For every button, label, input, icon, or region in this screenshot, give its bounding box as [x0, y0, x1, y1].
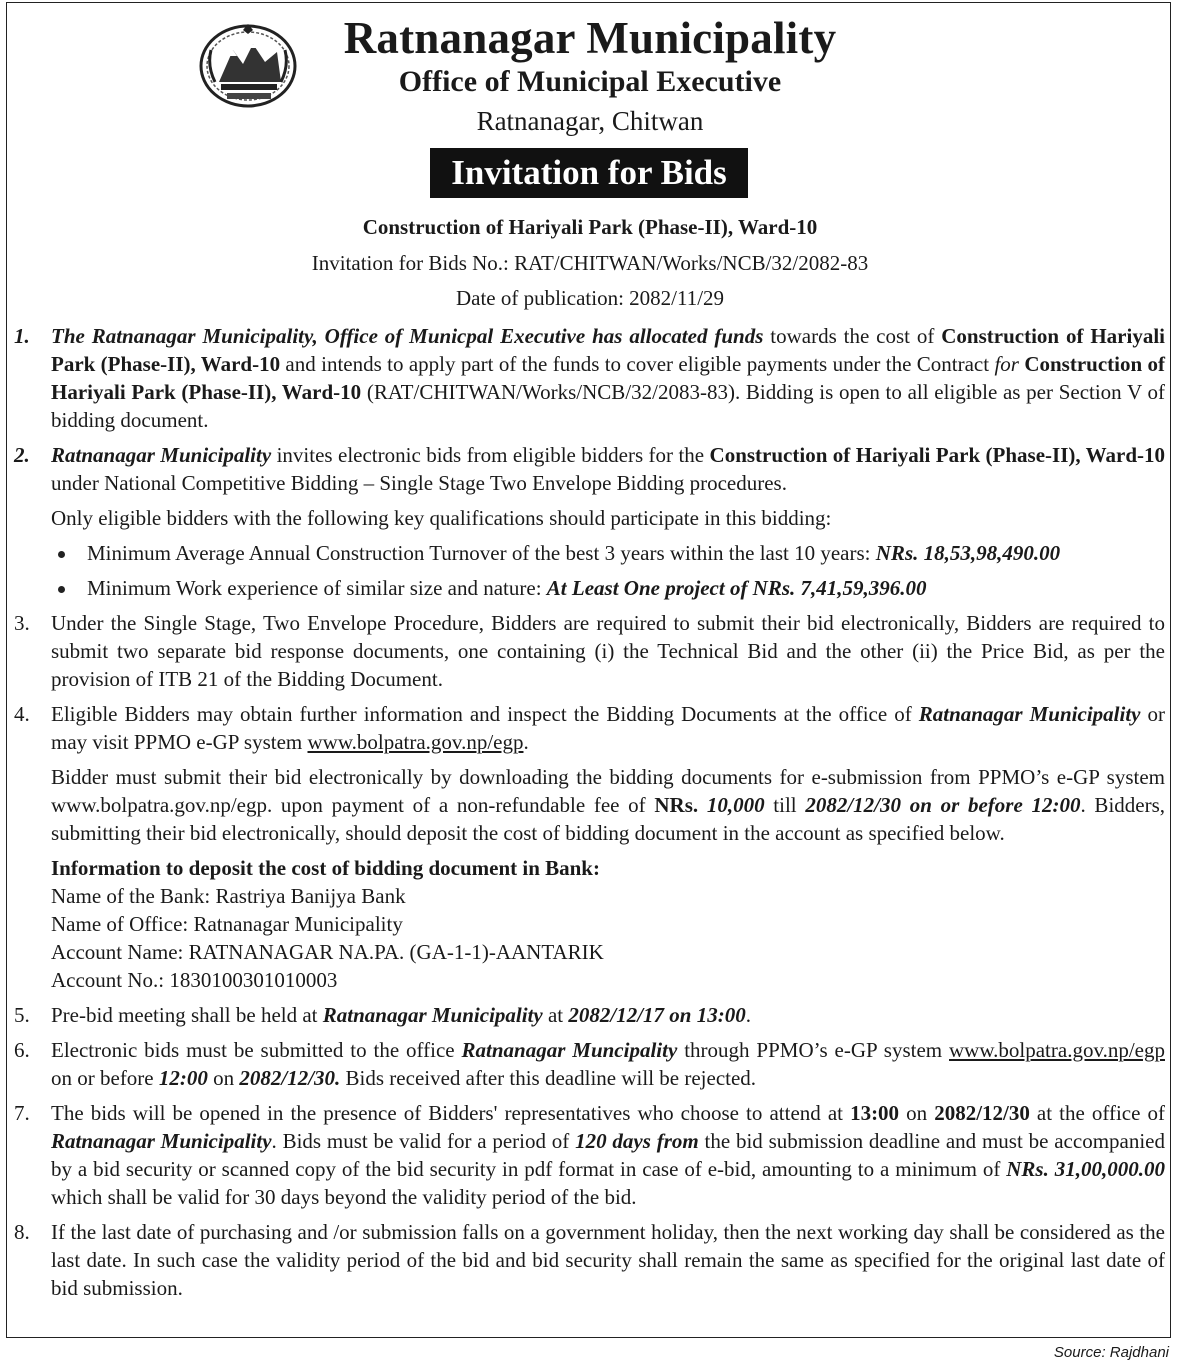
bank-heading: Information to deposit the cost of bidding document in Bank: [51, 856, 600, 880]
clause-text: Under the Single Stage, Two Envelope Procedure, Bidders are required to submit their bid electronically, Bidders are required to submit two separate bid response documents, one containing (i) the Technical Bid and the other (ii) the Price Bid, as per the provision of ITB 21 of the Bidding Document. [51, 611, 1165, 691]
source-credit: Source: Rajdhani [1053, 1344, 1169, 1361]
bullet-icon [58, 551, 65, 558]
office-name-line: Name of Office: Ratnanagar Municipality [51, 912, 403, 936]
clause-text: Eligible Bidders may obtain further information and inspect the Bidding Documents at the office of Ratnanagar Municipality or may visit PPMO e-GP system www.bolpatra.gov.np/egp. [51, 702, 1165, 754]
clause-number: 8. [14, 1220, 30, 1244]
clause-number: 7. [14, 1101, 30, 1125]
account-name: Account Name: RATNANAGAR NA.PA. (GA-1-1)-AANTARIK [51, 940, 604, 964]
bank-name: Name of the Bank: Rastriya Banijya Bank [51, 884, 406, 908]
clause-text: If the last date of purchasing and /or submission falls on a government holiday, then the next working day shall be considered as the last date. In such case the validity period of the bid and bid security shall remain the same as specified for the original last date of bid submission. [51, 1220, 1165, 1300]
account-number: Account No.: 1830100301010003 [51, 968, 338, 992]
clause-number: 4. [14, 702, 30, 726]
submission-paragraph: Bidder must submit their bid electronically by downloading the bidding documents for e-submission from PPMO’s e-GP system www.bolpatra.gov.np/egp. upon payment of a non-refundable fee of NRs. 10,000 till 2082/12/30 on or before 12:00. Bidders, submitting their bid electronically, should deposit the cost of bidding document in the account as specified below. [51, 765, 1166, 845]
clause-4 [14, 700, 1165, 756]
clause-text: Pre-bid meeting shall be held at Ratnanagar Municipality at 2082/12/17 on 13:00. [51, 1003, 751, 1027]
notice-body [14, 322, 1165, 1309]
notice-banner: Invitation for Bids [430, 148, 748, 198]
ifb-number: Invitation for Bids No.: RAT/CHITWAN/Works/NCB/32/2082-83 [311, 251, 869, 275]
clause-8 [14, 1218, 1165, 1302]
clause-number: 5. [14, 1003, 30, 1027]
clause-5 [14, 1001, 1165, 1029]
nepal-emblem-icon [197, 20, 299, 110]
clause-text: The bids will be opened in the presence of Bidders' representatives who choose to attend at 13:00 on 2082/12/30 at the office of Ratnanagar Municipality. Bids must be valid for a period of 120 days from the bid submission deadline and must be accompanied by a bid security or scanned copy of the bid security in pdf format in case of e-bid, amounting to a minimum of NRs. 31,00,000.00 which shall be valid for 30 days beyond the validity period of the bid. [51, 1101, 1166, 1209]
clause-text: Ratnanagar Municipality invites electronic bids from eligible bidders for the Construction of Hariyali Park (Phase-II), Ward-10 under National Competitive Bidding – Single Stage Two Envelope Bidding procedures. [51, 443, 1166, 495]
clause-1 [14, 322, 1165, 434]
project-title: Construction of Hariyali Park (Phase-II), Ward-10 [362, 215, 818, 239]
clause-number: 3. [14, 611, 30, 635]
qualification-bullet: Minimum Average Annual Construction Turnover of the best 3 years within the last 10 years: NRs. 18,53,98,490.00 [14, 539, 1165, 567]
bank-details [14, 854, 1165, 994]
egp-link[interactable]: www.bolpatra.gov.np/egp [307, 730, 524, 754]
clause-number: 6. [14, 1038, 30, 1062]
qualification-intro: Only eligible bidders with the following key qualifications should participate in this bidding: [51, 506, 832, 530]
clause-7 [14, 1099, 1165, 1211]
clause-text: Electronic bids must be submitted to the office Ratnanagar Muncipality through PPMO’s e-GP system www.bolpatra.gov.np/egp on or before 12:00 on 2082/12/30. Bids received after this deadline will be rejected. [51, 1038, 1165, 1090]
office-location: Ratnanagar, Chitwan [476, 106, 704, 136]
clause-3 [14, 609, 1165, 693]
clause-number: 2. [14, 443, 30, 467]
qualification-bullet: Minimum Work experience of similar size and nature: At Least One project of NRs. 7,41,59,396.00 [14, 574, 1165, 602]
bullet-icon [58, 586, 65, 593]
clause-6 [14, 1036, 1165, 1092]
clause-2 [14, 441, 1165, 497]
municipality-name: Ratnanagar Municipality [343, 13, 837, 63]
clause-text: The Ratnanagar Municipality, Office of Municpal Executive has allocated funds towards the cost of Construction of Hariyali Park (Phase-II), Ward-10 and intends to apply part of the funds to cover eligible payments under the Contract for Construction of Hariyali Park (Phase-II), Ward-10 (RAT/CHITWAN/Works/NCB/32/2083-83). Bidding is open to all eligible as per Section V of bidding document. [51, 324, 1166, 432]
office-name: Office of Municipal Executive [398, 65, 782, 98]
clause-number: 1. [14, 324, 30, 348]
publication-date: Date of publication: 2082/11/29 [455, 286, 725, 310]
egp-link[interactable]: www.bolpatra.gov.np/egp [949, 1038, 1165, 1062]
